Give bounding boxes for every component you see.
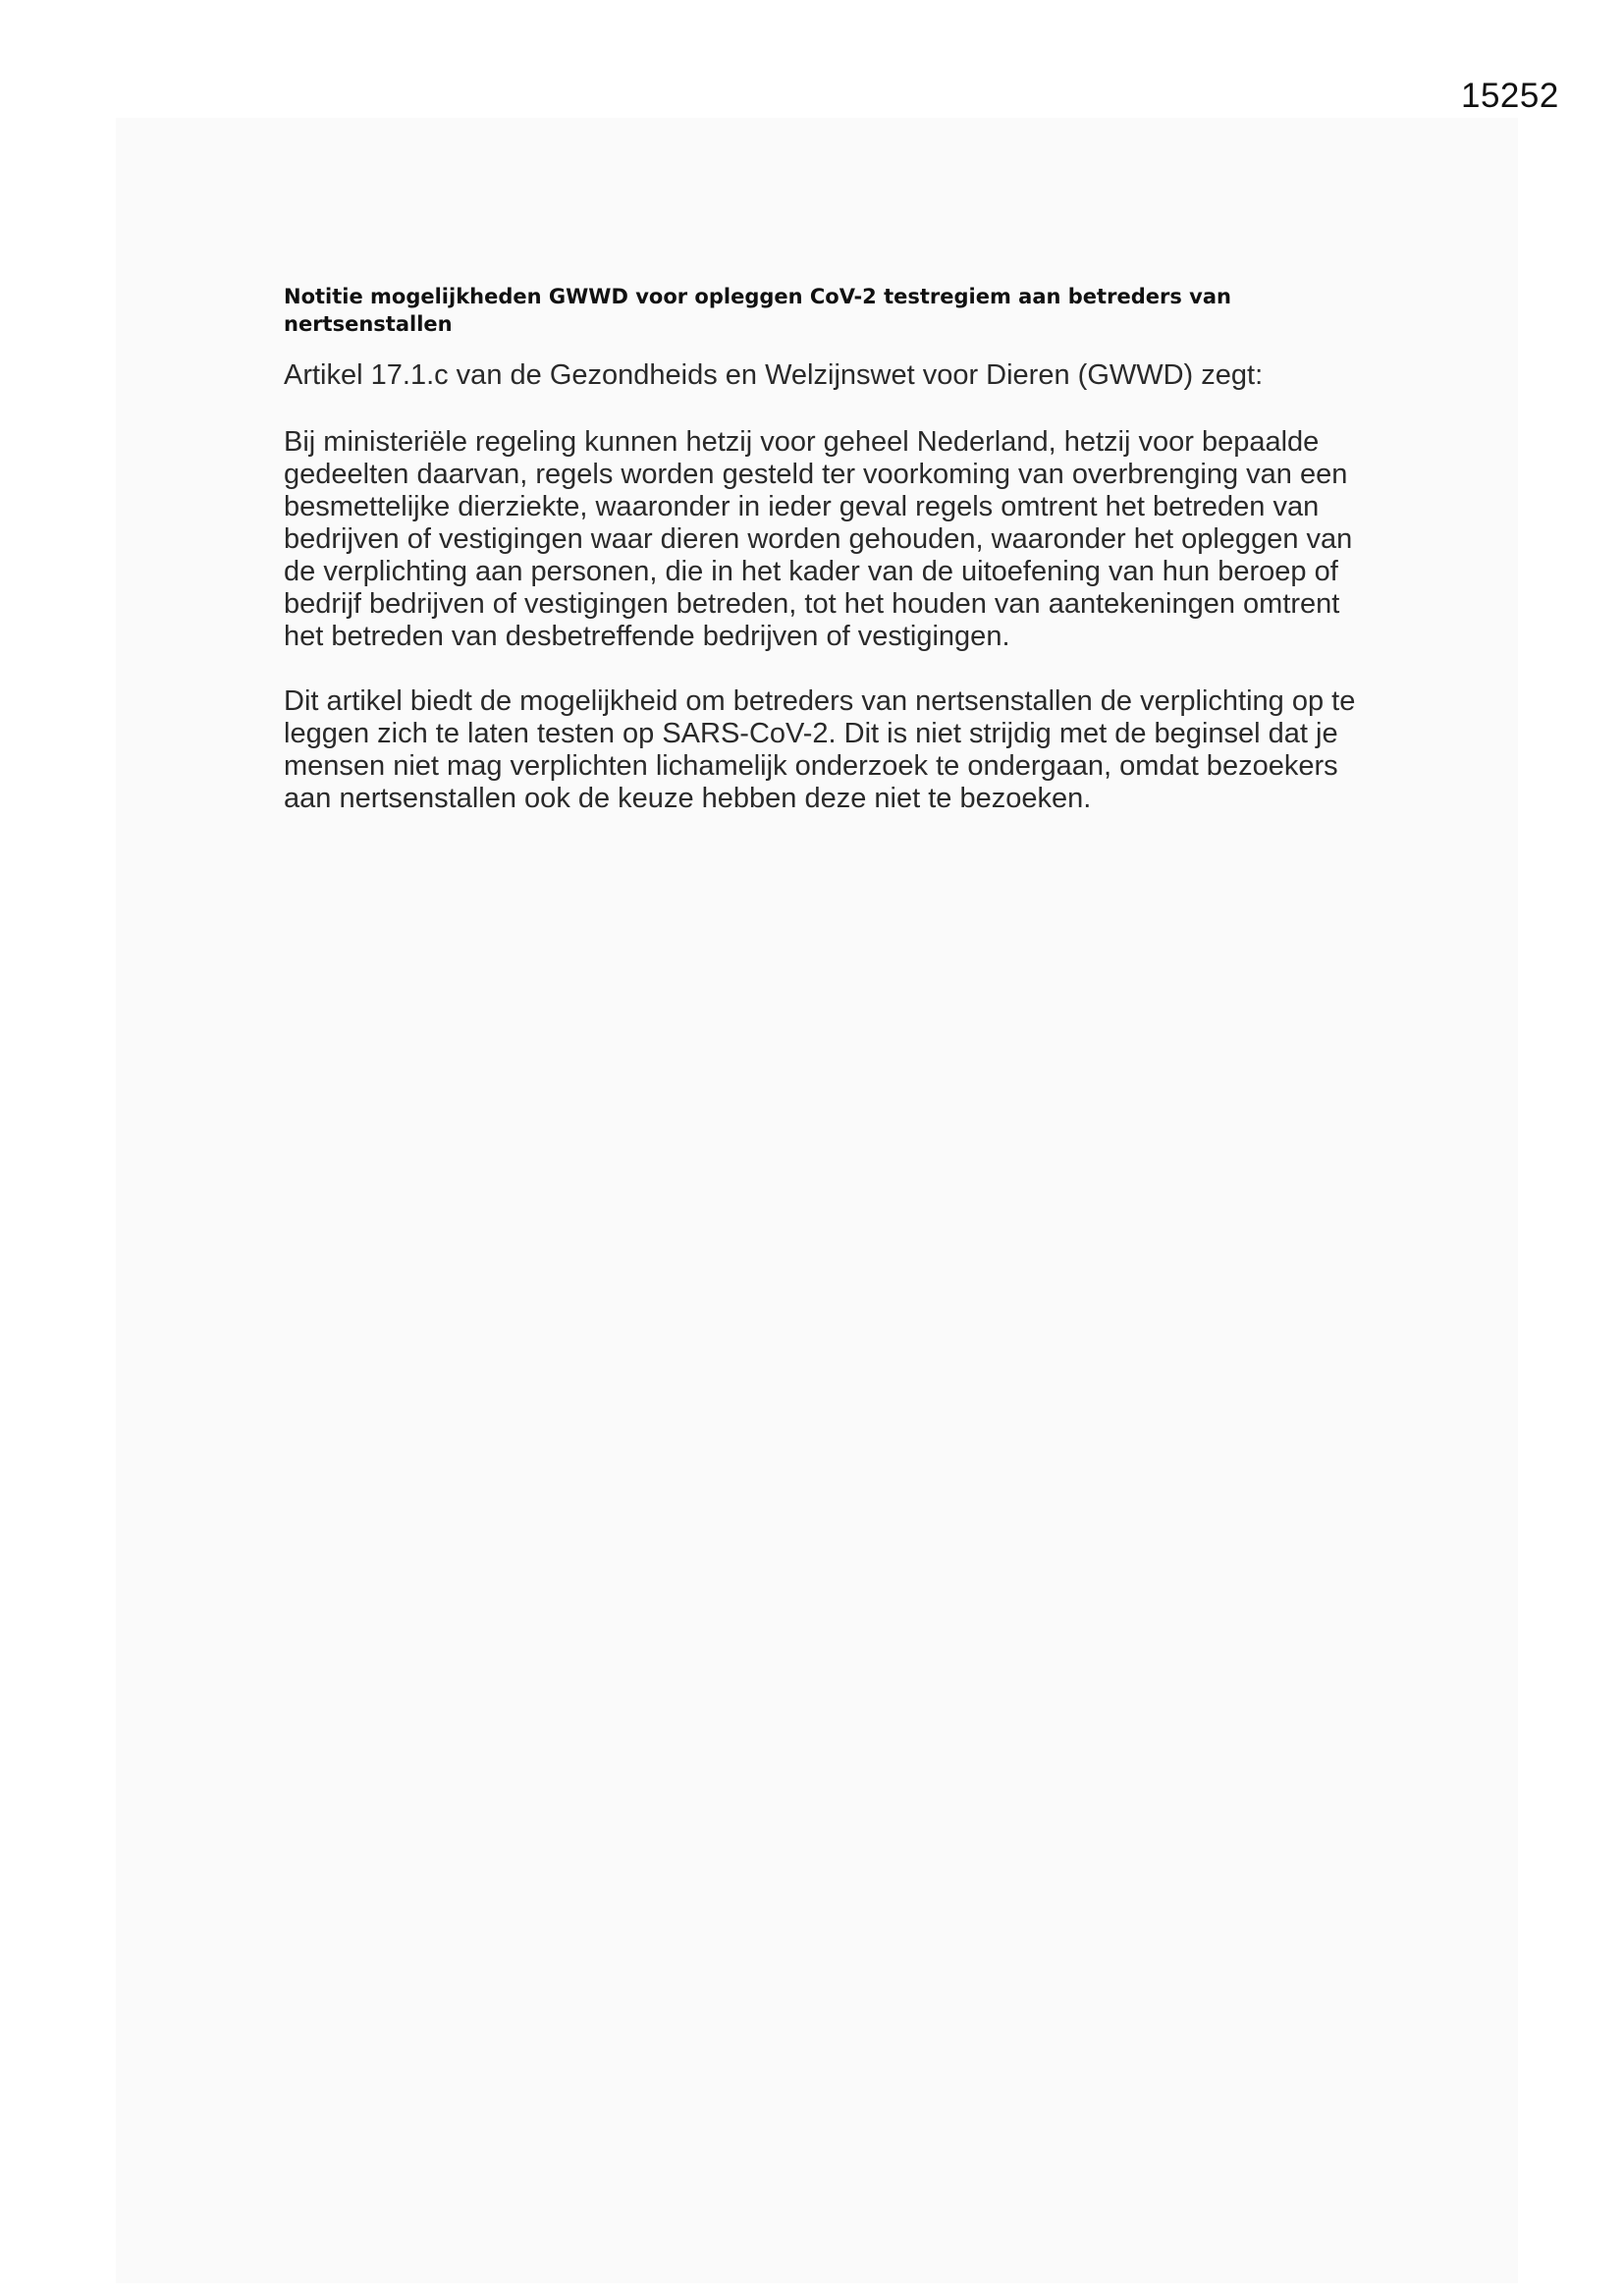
paragraph-analysis: Dit artikel biedt de mogelijkheid om betreders van nertsenstallen de verplichting op te leggen zich te laten testen op SARS-CoV-2. Dit is niet strijdig met de beginsel dat je mensen niet mag verplichten lichamelijk onderzoek te ondergaan, omdat bezoekers aan nertsenstallen ook de keuze hebben deze niet te bezoeken. (284, 685, 1356, 814)
intro-text: Artikel 17.1.c van de Gezondheids en Welzijnswet voor Dieren (GWWD) zegt: (284, 359, 1264, 391)
page-number: 15252 (1461, 77, 1559, 115)
paragraph-quote: Bij ministeriële regeling kunnen hetzij voor geheel Nederland, hetzij voor bepaalde gedeelten daarvan, regels worden gesteld ter voorkoming van overbrenging van een besmettelijke dierziekte, waaronder in ieder geval regels omtrent het betreden van bedrijven of vestigingen waar dieren worden gehouden, waaronder het opleggen van de verplichting aan personen, die in het kader van de uitoefening van hun beroep of bedrijf bedrijven of vestigingen betreden, tot het houden van aantekeningen omtrent het betreden van desbetreffende bedrijven of vestigingen. (284, 426, 1353, 652)
document-body (284, 283, 1374, 847)
document-title: Notitie mogelijkheden GWWD voor opleggen CoV-2 testregiem aan betreders van nertsenstallen (284, 285, 1231, 336)
